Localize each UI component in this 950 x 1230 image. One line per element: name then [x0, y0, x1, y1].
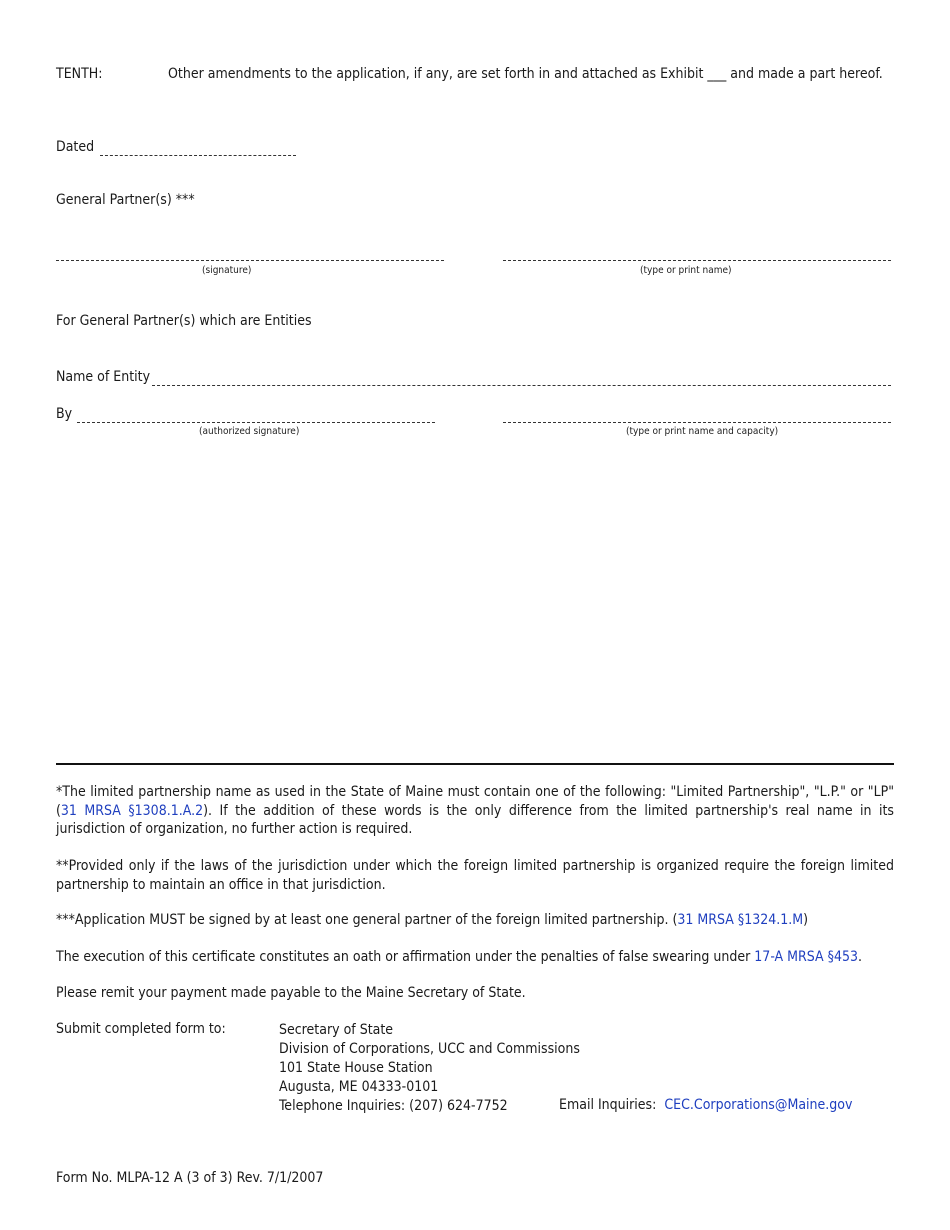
authorized-signature-line[interactable]: [77, 422, 435, 423]
print-name-capacity-caption: (type or print name and capacity): [626, 426, 779, 437]
authorized-signature-caption: (authorized signature): [199, 426, 300, 437]
general-partner-heading: General Partner(s) ***: [56, 192, 195, 208]
address-line-3: 101 State House Station: [279, 1060, 433, 1076]
mailing-address: [279, 1021, 580, 1116]
entities-heading: For General Partner(s) which are Entities: [56, 313, 312, 329]
submit-label: Submit completed form to:: [56, 1021, 226, 1037]
tenth-label: TENTH:: [56, 66, 103, 82]
address-line-2: Division of Corporations, UCC and Commissions: [279, 1041, 580, 1057]
footnote-signature-requirement: ***Application MUST be signed by at least one general partner of the foreign limited partnership. (31 MRSA §1324.1.M): [56, 912, 809, 928]
statute-link-1308[interactable]: 31 MRSA §1308.1.A.2: [60, 802, 204, 819]
name-of-entity-label: Name of Entity: [56, 369, 151, 385]
dated-label: Dated: [56, 139, 95, 155]
statute-link-453[interactable]: 17-A MRSA §453: [754, 949, 858, 965]
gp-print-name-line[interactable]: [503, 260, 891, 261]
name-of-entity-field[interactable]: [152, 385, 891, 386]
footnote-name-requirement: *The limited partnership name as used in the State of Maine must contain one of the following: "Limited Partnership", "L.P." or "LP" (31 MRSA §1308.1.A.2). If the addition of these words is the only difference from the limited partnership's real name in its jurisdiction of organization, no further action is required.: [56, 784, 894, 837]
dated-field[interactable]: [100, 155, 296, 156]
signature-caption: (signature): [202, 265, 252, 276]
tenth-text: Other amendments to the application, if any, are set forth in and attached as Exhibit ___ and made a part hereof.: [168, 66, 883, 82]
print-name-capacity-line[interactable]: [503, 422, 891, 423]
address-line-4: Augusta, ME 04333-0101: [279, 1079, 439, 1095]
by-label: By: [56, 406, 73, 422]
address-line-1: Secretary of State: [279, 1022, 394, 1038]
telephone-inquiries: Telephone Inquiries: (207) 624-7752: [279, 1098, 508, 1114]
remit-statement: Please remit your payment made payable to the Maine Secretary of State.: [56, 985, 526, 1001]
footnote-office-requirement: **Provided only if the laws of the jurisdiction under which the foreign limited partnership is organized require the foreign limited partnership to maintain an office in that jurisdiction.: [56, 858, 894, 893]
oath-statement: The execution of this certificate constitutes an oath or affirmation under the penalties of false swearing under 17-A MRSA §453.: [56, 949, 862, 965]
print-name-caption: (type or print name): [640, 265, 732, 276]
gp-signature-line[interactable]: [56, 260, 444, 261]
email-inquiries: Email Inquiries: CEC.Corporations@Maine.gov: [559, 1097, 853, 1113]
footnote-divider: [56, 763, 894, 765]
form-number: Form No. MLPA-12 A (3 of 3) Rev. 7/1/2007: [56, 1170, 324, 1186]
statute-link-1324[interactable]: 31 MRSA §1324.1.M: [677, 912, 804, 928]
email-link[interactable]: CEC.Corporations@Maine.gov: [664, 1097, 853, 1113]
